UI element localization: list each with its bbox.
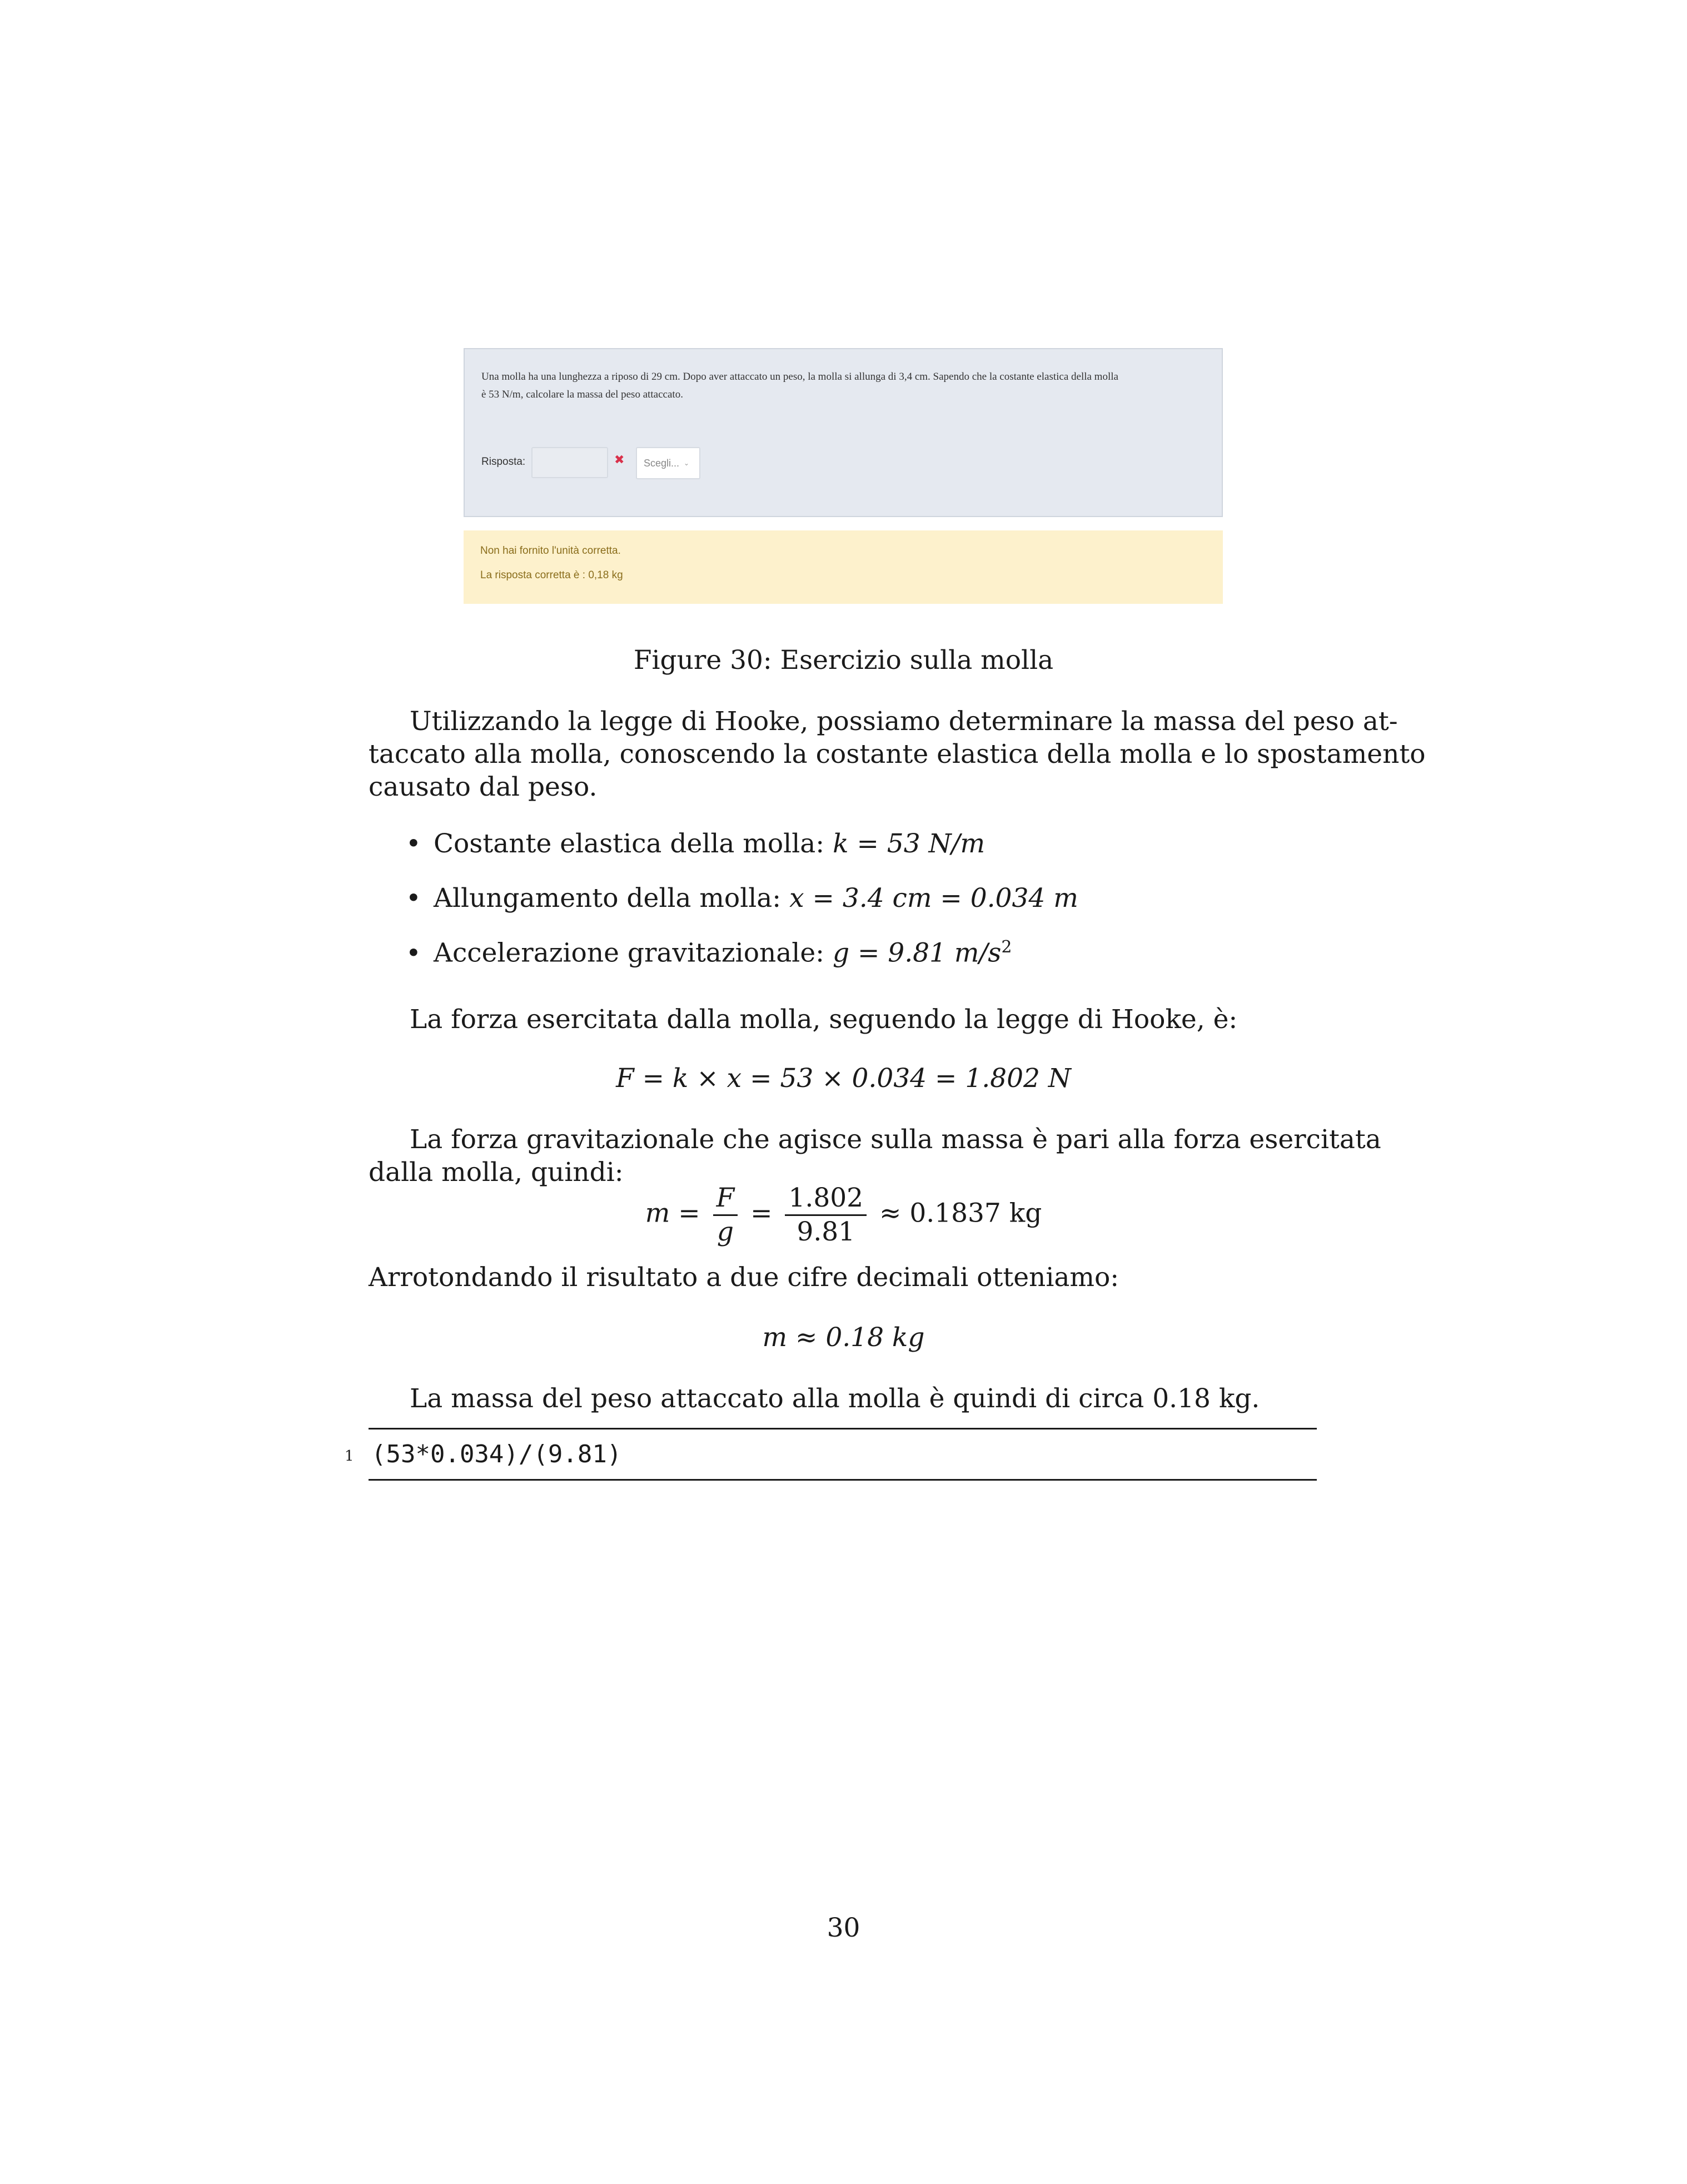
code-line: (53*0.034)/(9.81) bbox=[371, 1440, 622, 1468]
chevron-down-icon: ⌄ bbox=[684, 459, 690, 467]
gravity-line-1: La forza gravitazionale che agisce sulla massa è pari alla forza esercitata bbox=[410, 1124, 1381, 1155]
bullet-math: g = 9.81 m/s bbox=[832, 937, 1002, 969]
figure-caption: Figure 30: Esercizio sulla molla bbox=[633, 645, 1054, 676]
intro-paragraph bbox=[369, 705, 1426, 803]
force-over-g-fraction bbox=[713, 1182, 738, 1248]
conclusion-line: La massa del peso attaccato alla molla è quindi di circa 0.18 kg. bbox=[410, 1383, 1260, 1414]
rounded-equation: m ≈ 0.18 kg bbox=[762, 1322, 925, 1353]
mass-lhs: m = bbox=[645, 1198, 700, 1229]
answer-input[interactable] bbox=[531, 447, 608, 478]
quiz-question-panel bbox=[464, 348, 1223, 517]
feedback-unit-message: Non hai fornito l'unità corretta. bbox=[480, 545, 621, 557]
code-top-rule bbox=[369, 1428, 1317, 1429]
mass-equation bbox=[0, 1182, 1687, 1248]
wrong-answer-icon: ✖ bbox=[614, 453, 625, 467]
bullet-label: Allungamento della molla: bbox=[434, 883, 782, 914]
intro-line-1: Utilizzando la legge di Hooke, possiamo determinare la massa del peso at- bbox=[410, 706, 1398, 737]
answer-label: Risposta: bbox=[481, 456, 526, 468]
feedback-correct-answer: La risposta corretta è : 0,18 kg bbox=[480, 569, 623, 581]
intro-line-2: taccato alla molla, conoscendo la costante elastica della molla e lo spostamento bbox=[369, 739, 1426, 770]
gravity-paragraph bbox=[369, 1123, 1381, 1189]
fraction-numerator: 1.802 bbox=[785, 1182, 867, 1216]
conclusion-paragraph bbox=[369, 1382, 1317, 1415]
code-bottom-rule bbox=[369, 1479, 1317, 1481]
bullet-label: Costante elastica della molla: bbox=[434, 828, 825, 859]
bullet-math: x = 3.4 cm = 0.034 m bbox=[789, 883, 1078, 914]
force-intro bbox=[369, 1003, 1317, 1036]
question-line-1: Una molla ha una lunghezza a riposo di 29 cm. Dopo aver attaccato un peso, la molla si allunga di 3,4 cm. Sapendo che la costante elastica della molla bbox=[481, 371, 1118, 383]
list-item: • Costante elastica della molla: k = 53 N/m bbox=[406, 828, 986, 859]
unit-select[interactable] bbox=[636, 447, 700, 479]
question-text bbox=[481, 368, 1210, 404]
mass-result: ≈ 0.1837 kg bbox=[879, 1198, 1042, 1229]
feedback-box bbox=[464, 530, 1223, 604]
rounding-line: Arrotondando il risultato a due cifre decimali otteniamo: bbox=[369, 1262, 1119, 1293]
bullet-superscript: 2 bbox=[1001, 937, 1012, 957]
bullet-label: Accelerazione gravitazionale: bbox=[434, 937, 824, 969]
fraction-denominator: 9.81 bbox=[797, 1217, 855, 1247]
unit-select-value: Scegli... bbox=[644, 457, 680, 469]
rounding-paragraph bbox=[369, 1261, 1317, 1294]
fraction-numerator: F bbox=[713, 1182, 738, 1216]
intro-line-3: causato dal peso. bbox=[369, 772, 598, 802]
code-line-number: 1 bbox=[345, 1448, 354, 1465]
numeric-fraction bbox=[785, 1182, 867, 1248]
fraction-denominator: g bbox=[716, 1217, 734, 1247]
list-item: • Allungamento della molla: x = 3.4 cm = 0.034 m bbox=[406, 883, 1078, 914]
list-item: • Accelerazione gravitazionale: g = 9.81 $m/s^2$ bbox=[406, 937, 1012, 969]
force-intro-line: La forza esercitata dalla molla, seguendo la legge di Hooke, è: bbox=[410, 1004, 1238, 1035]
force-equation: F = k × x = 53 × 0.034 = 1.802 N bbox=[616, 1063, 1071, 1094]
bullet-math: k = 53 N/m bbox=[833, 828, 986, 859]
page-number: 30 bbox=[827, 1913, 860, 1943]
gravity-line-2: dalla molla, quindi: bbox=[369, 1157, 624, 1188]
equals-sign: = bbox=[750, 1198, 773, 1229]
question-line-2: è 53 N/m, calcolare la massa del peso attaccato. bbox=[481, 389, 683, 400]
